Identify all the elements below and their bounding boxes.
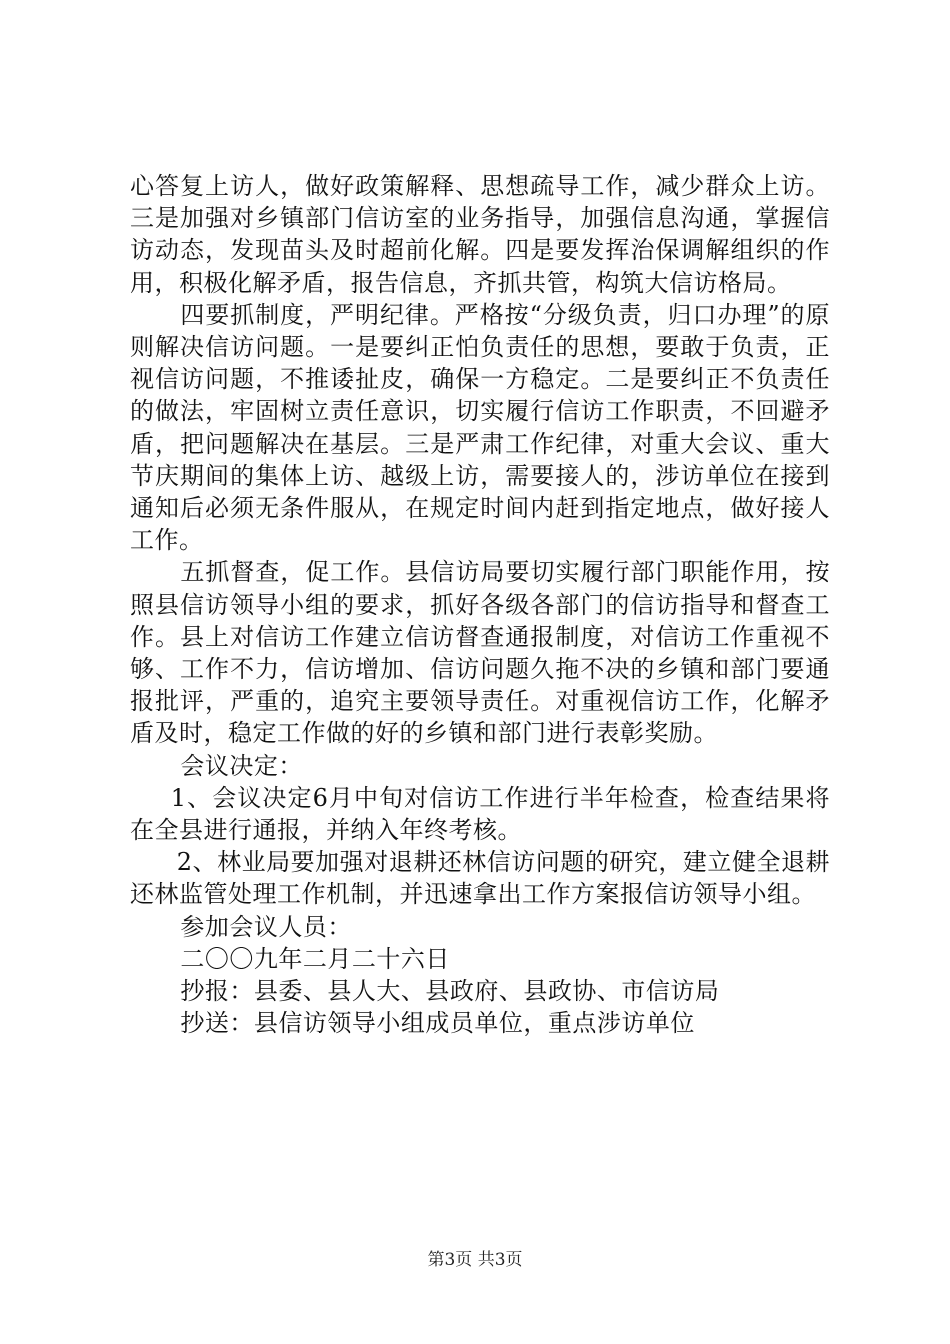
attendees-label: 参加会议人员： [180, 912, 352, 941]
copy-report-to: 抄报：县委、县人大、县政府、县政协、市信访局 [180, 977, 720, 1006]
page-number-footer: 第3页 共3页 [427, 1250, 523, 1270]
document-date: 二〇〇九年二月二十六日 [180, 944, 450, 973]
paragraph-point-five: 五抓督查，促工作。县信访局要切实履行部门职能作用，按照县信访领导小组的要求，抓好各级各部门的信访指导和督查工作。县上对信访工作建立信访督查通报制度，对信访工作重视不够、工作不力，信访增加、信访问题久拖不决的乡镇和部门要通报批评，严重的，追究主要领导责任。对重视信访工作，化解矛盾及时，稳定工作做的好的乡镇和部门进行表彰奖励。 [130, 558, 830, 748]
paragraph-point-four: 四要抓制度，严明纪律。严格按“分级负责，归口办理”的原则解决信访问题。一是要纠正怕负责任的思想，要敢于负责，正视信访问题，不推诿扯皮，确保一方稳定。二是要纠正不负责任的做法，牢固树立责任意识，切实履行信访工作职责，不回避矛盾，把问题解决在基层。三是严肃工作纪律，对重大会议、重大节庆期间的集体上访、越级上访，需要接人的，涉访单位在接到通知后必须无条件服从，在规定时间内赶到指定地点，做好接人工作。 [130, 300, 830, 555]
meeting-decision-heading: 会议决定： [180, 751, 303, 780]
decision-item-1: 1、会议决定6月中旬对信访工作进行半年检查，检查结果将在全县进行通报，并纳入年终考核。 [130, 783, 830, 845]
decision-item-2: 2、林业局要加强对退耕还林信访问题的研究，建立健全退耕还林监管处理工作机制，并迅速拿出工作方案报信访领导小组。 [130, 848, 830, 909]
copy-send-to: 抄送：县信访领导小组成员单位，重点涉访单位 [180, 1009, 695, 1038]
document-body [130, 170, 830, 1039]
paragraph-continuation: 心答复上访人，做好政策解释、思想疏导工作，减少群众上访。三是加强对乡镇部门信访室的业务指导，加强信息沟通，掌握信访动态，发现苗头及时超前化解。四是要发挥治保调解组织的作用，积极化解矛盾，报告信息，齐抓共管，构筑大信访格局。 [130, 172, 830, 297]
